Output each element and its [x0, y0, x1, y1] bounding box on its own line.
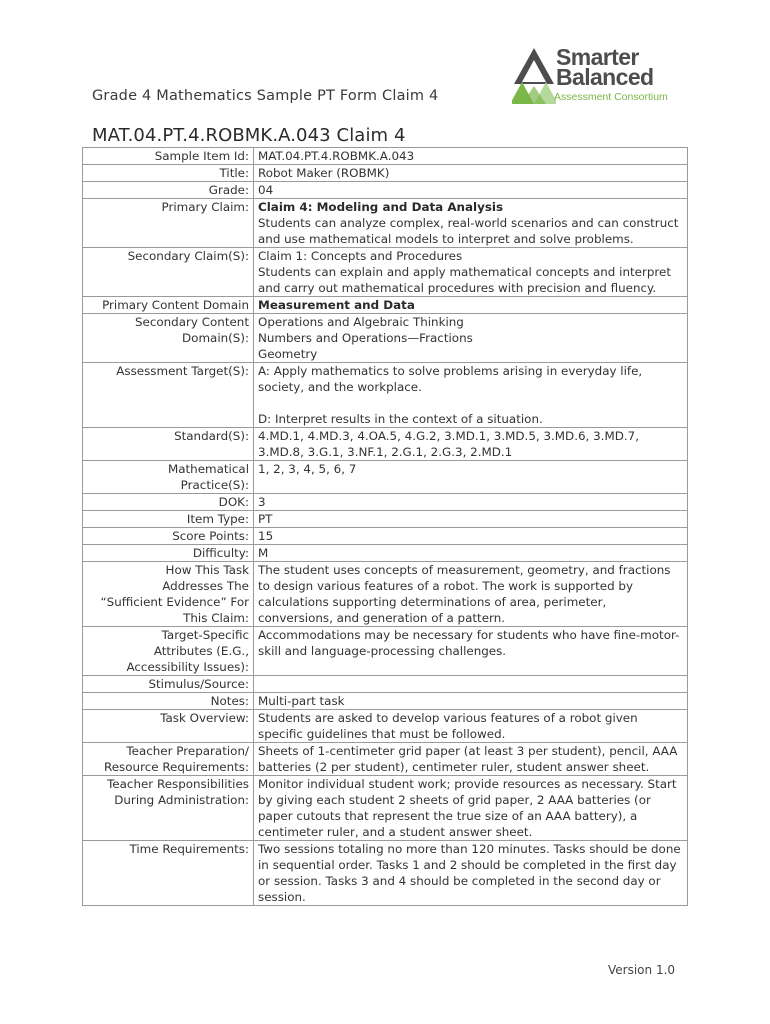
- secondary-domain-item: Numbers and Operations—Fractions: [258, 331, 473, 345]
- row-label: Primary Content Domain: [83, 297, 254, 314]
- row-value: Students are asked to develop various features of a robot given specific guidelines that must be followed.: [254, 710, 688, 743]
- item-specification-table: [82, 147, 688, 906]
- row-label: [83, 461, 254, 494]
- practice-label-line: Mathematical: [167, 462, 249, 476]
- table-row: [83, 710, 688, 743]
- attributes-label-line: Attributes (E.G.,: [153, 644, 249, 658]
- table-row: [83, 693, 688, 710]
- primary-claim-text: Students can analyze complex, real-world scenarios and can construct and use mathematical models to interpret and solve problems.: [258, 216, 679, 246]
- row-label: Title:: [83, 165, 254, 182]
- row-value: 3: [254, 494, 688, 511]
- logo-tagline: Assessment Consortium: [554, 91, 668, 103]
- row-value: 1, 2, 3, 4, 5, 6, 7: [254, 461, 688, 494]
- page-header-title: Grade 4 Mathematics Sample PT Form Claim 4: [92, 88, 439, 104]
- table-row: [83, 562, 688, 627]
- secondary-domain-label-line: Secondary Content: [134, 315, 249, 329]
- table-row: [83, 148, 688, 165]
- row-value: Multi-part task: [254, 693, 688, 710]
- evidence-label-line: How This Task: [165, 563, 249, 577]
- version-label: Version 1.0: [608, 963, 676, 977]
- teacher-resp-label-line: During Administration:: [114, 793, 249, 807]
- table-row: [83, 511, 688, 528]
- table-row: [83, 841, 688, 906]
- logo-word-balanced: Balanced: [556, 64, 654, 90]
- row-value: MAT.04.PT.4.ROBMK.A.043: [254, 148, 688, 165]
- row-label: Standard(S):: [83, 428, 254, 461]
- table-row: [83, 363, 688, 428]
- secondary-domain-item: Operations and Algebraic Thinking: [258, 315, 464, 329]
- row-value: [254, 248, 688, 297]
- evidence-label-line: This Claim:: [183, 611, 249, 625]
- attributes-label-line: Target-Specific: [161, 628, 249, 642]
- row-label: Primary Claim:: [83, 199, 254, 248]
- assessment-target-a: A: Apply mathematics to solve problems arising in everyday life, society, and the workplace.: [258, 364, 643, 394]
- row-label: Score Points:: [83, 528, 254, 545]
- logo-triangles-icon: [512, 46, 556, 104]
- table-row: [83, 461, 688, 494]
- row-value: The student uses concepts of measurement, geometry, and fractions to design various features of a robot. The work is supported by calculations supporting determinations of area, perimeter, conversions, and generation of a pattern.: [254, 562, 688, 627]
- row-value: [254, 676, 688, 693]
- teacher-prep-label-line: Teacher Preparation/: [126, 744, 249, 758]
- row-value: Robot Maker (ROBMK): [254, 165, 688, 182]
- row-value: Measurement and Data: [254, 297, 688, 314]
- row-value: [254, 363, 688, 428]
- row-label: [83, 562, 254, 627]
- row-label: Time Requirements:: [83, 841, 254, 906]
- evidence-label-line: “Sufficient Evidence” For: [100, 595, 249, 609]
- row-label: [83, 776, 254, 841]
- row-label: Assessment Target(S):: [83, 363, 254, 428]
- logo-word-smarter: Smarter: [556, 44, 639, 70]
- row-label: Notes:: [83, 693, 254, 710]
- table-row: [83, 494, 688, 511]
- row-label: Difficulty:: [83, 545, 254, 562]
- row-value: 04: [254, 182, 688, 199]
- row-label: [83, 743, 254, 776]
- row-value: Two sessions totaling no more than 120 minutes. Tasks should be done in sequential order. Tasks 1 and 2 should be completed in the first day or session. Tasks 3 and 4 should be completed in the second day or session.: [254, 841, 688, 906]
- secondary-domain-item: Geometry: [258, 347, 318, 361]
- table-row: [83, 248, 688, 297]
- practice-label-line: Practice(S):: [180, 478, 249, 492]
- teacher-resp-label-line: Teacher Responsibilities: [107, 777, 249, 791]
- row-value: M: [254, 545, 688, 562]
- row-label: Secondary Claim(S):: [83, 248, 254, 297]
- row-label: [83, 627, 254, 676]
- table-row: [83, 297, 688, 314]
- row-label: Item Type:: [83, 511, 254, 528]
- assessment-target-d: D: Interpret results in the context of a situation.: [258, 412, 543, 426]
- row-label: Task Overview:: [83, 710, 254, 743]
- row-value: [254, 314, 688, 363]
- smarter-balanced-logo: [512, 44, 682, 106]
- table-row: [83, 545, 688, 562]
- row-value: 4.MD.1, 4.MD.3, 4.OA.5, 4.G.2, 3.MD.1, 3.MD.5, 3.MD.6, 3.MD.7, 3.MD.8, 3.G.1, 3.NF.1, 2.G.1, 2.G.3, 2.MD.1: [254, 428, 688, 461]
- attributes-label-line: Accessibility Issues):: [126, 660, 249, 674]
- secondary-domain-label-line: Domain(S):: [182, 331, 249, 345]
- table-row: [83, 165, 688, 182]
- row-label: Stimulus/Source:: [83, 676, 254, 693]
- table-row: [83, 428, 688, 461]
- table-row: [83, 743, 688, 776]
- table-row: [83, 528, 688, 545]
- secondary-claim-heading: Claim 1: Concepts and Procedures: [258, 249, 463, 263]
- row-label: DOK:: [83, 494, 254, 511]
- row-value: Monitor individual student work; provide resources as necessary. Start by giving each student 2 sheets of grid paper, 2 AAA batteries (or paper cutouts that represent the true size of an AAA battery), a centimeter ruler, and a student answer sheet.: [254, 776, 688, 841]
- teacher-prep-label-line: Resource Requirements:: [104, 760, 249, 774]
- row-value: 15: [254, 528, 688, 545]
- row-value: [254, 199, 688, 248]
- table-row: [83, 199, 688, 248]
- primary-claim-heading: Claim 4: Modeling and Data Analysis: [258, 200, 504, 214]
- row-value: Sheets of 1-centimeter grid paper (at least 3 per student), pencil, AAA batteries (2 per student), centimeter ruler, student answer sheet.: [254, 743, 688, 776]
- row-value: Accommodations may be necessary for students who have fine-motor-skill and language-processing challenges.: [254, 627, 688, 676]
- document-title: MAT.04.PT.4.ROBMK.A.043 Claim 4: [92, 125, 406, 146]
- secondary-claim-text: Students can explain and apply mathematical concepts and interpret and carry out mathematical procedures with precision and fluency.: [258, 265, 671, 295]
- table-row: [83, 627, 688, 676]
- row-value: PT: [254, 511, 688, 528]
- table-row: [83, 314, 688, 363]
- table-row: [83, 182, 688, 199]
- row-label: Sample Item Id:: [83, 148, 254, 165]
- table-row: [83, 776, 688, 841]
- evidence-label-line: Addresses The: [162, 579, 249, 593]
- table-row: [83, 676, 688, 693]
- row-label: Grade:: [83, 182, 254, 199]
- row-label: [83, 314, 254, 363]
